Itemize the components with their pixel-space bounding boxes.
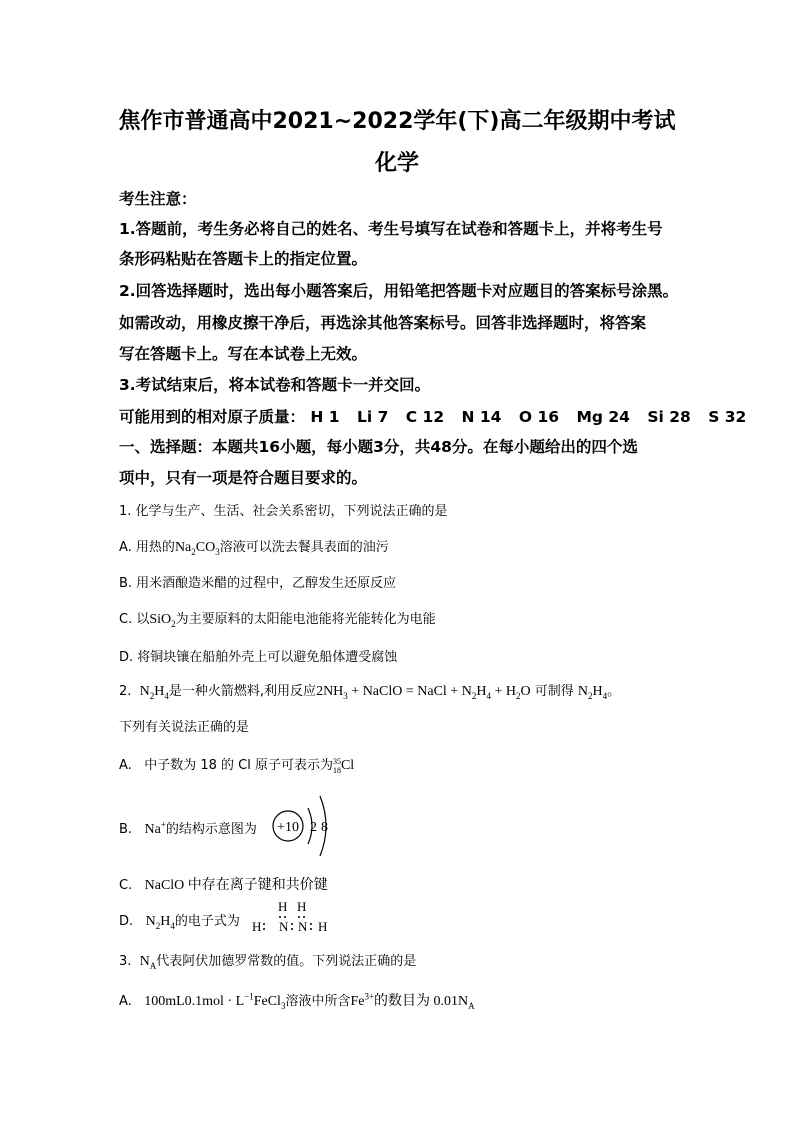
atomic-mass: S 32 [708, 408, 747, 426]
nucleus-charge: +10 [277, 820, 299, 835]
q2-stem: 2. $N_2H_4$是一种火箭燃料,利用反应$2NH_3$ + NaClO = NaCl + $N_2H_4 + H_2O$ 可制得 $N_2H_4$。 [119, 684, 621, 701]
svg-text:H: H [252, 919, 262, 934]
atomic-mass: O 16 [518, 408, 560, 426]
q1-option-d: D. 将铜块镶在船舶外壳上可以避免船体遭受腐蚀 [119, 650, 398, 665]
atomic-masses [119, 405, 758, 427]
atomic-mass: Mg 24 [576, 408, 630, 426]
q1-option-a: A. 用热的$Na_2CO_3$溶液可以洗去餐具表面的油污 [119, 540, 389, 557]
atomic-mass: Si 28 [647, 408, 691, 426]
formula-sio2: SiO$_2$ [149, 612, 176, 629]
q2-option-d: D. $N_2H_4$的电子式为 [119, 914, 240, 931]
notice-item-2a: 2.回答选择题时，选出每小题答案后，用铅笔把答题卡对应题目的答案标号涂黑。 [119, 282, 679, 300]
atomic-mass: Li 7 [356, 408, 389, 426]
exam-title: 焦作市普通高中2021~2022学年(下)高二年级期中考试 [118, 109, 676, 134]
notice-item-2c: 写在答题卡上。写在本试卷上无效。 [119, 345, 368, 363]
svg-text:H: H [318, 919, 328, 934]
na-ion-structure-diagram [272, 786, 342, 866]
q3-stem: 3. $N_A$代表阿伏加德罗常数的值。下列说法正确的是 [119, 954, 417, 971]
atomic-mass: C 12 [405, 408, 445, 426]
atomic-masses-label: 可能用到的相对原子质量： [119, 408, 306, 426]
q2-option-b: B. Na+的结构示意图为 [119, 819, 257, 837]
q1-option-b: B. 用米酒酿造米醋的过程中，乙醇发生还原反应 [119, 576, 397, 591]
shell-2-electrons: 8 [321, 820, 328, 835]
isotope-cl-35: 35 18Cl [332, 756, 355, 775]
subject-title: 化学 [374, 151, 419, 176]
notice-item-1b: 条形码粘贴在答题卡上的指定位置。 [119, 250, 368, 268]
q2-option-c: C. NaClO 中存在离子键和共价键 [119, 878, 328, 893]
section-1-heading-a: 一、选择题：本题共16小题，每小题3分，共48分。在每小题给出的四个选 [119, 438, 638, 456]
reaction-equation: $2NH_3$ + NaClO = NaCl + $N_2H_4 + H_2O$ [316, 684, 531, 701]
notice-heading: 考生注意： [119, 190, 197, 208]
q1-option-c: C. 以SiO$_2$为主要原料的太阳能电池能将光能转化为电能 [119, 612, 436, 629]
q2-stem-line2: 下列有关说法正确的是 [119, 720, 250, 735]
svg-text:H: H [297, 900, 307, 914]
notice-item-2b: 如需改动，用橡皮擦干净后，再选涂其他答案标号。回答非选择题时，将答案 [119, 314, 647, 332]
section-1-heading-b: 项中，只有一项是符合题目要求的。 [119, 469, 368, 487]
atomic-mass: H 1 [310, 408, 340, 426]
q1-stem: 1. 化学与生产、生活、社会关系密切，下列说法正确的是 [119, 504, 448, 519]
svg-text:N: N [279, 919, 289, 934]
svg-text:N: N [298, 919, 308, 934]
notice-item-1a: 1.答题前，考生务必将自己的姓名、考生号填写在试卷和答题卡上，并将考生号 [119, 220, 663, 238]
formula-na2co3: $Na_2CO_3$ [174, 540, 220, 557]
notice-item-3: 3.考试结束后，将本试卷和答题卡一并交回。 [119, 376, 431, 394]
atomic-mass: N 14 [461, 408, 502, 426]
shell-1-electrons: 2 [310, 820, 317, 835]
n2h4-electron-formula [252, 900, 342, 936]
svg-text:H: H [278, 900, 288, 914]
q2-option-a: A. 中子数为 18 的 Cl 原子可表示为35 18Cl [119, 756, 355, 775]
q3-option-a: A. $100mL0.1mol \cdot L^{-1}FeCl_3$溶液中所含$Fe^{3+}$的数目为 $0.01N_A$ [119, 991, 475, 1011]
